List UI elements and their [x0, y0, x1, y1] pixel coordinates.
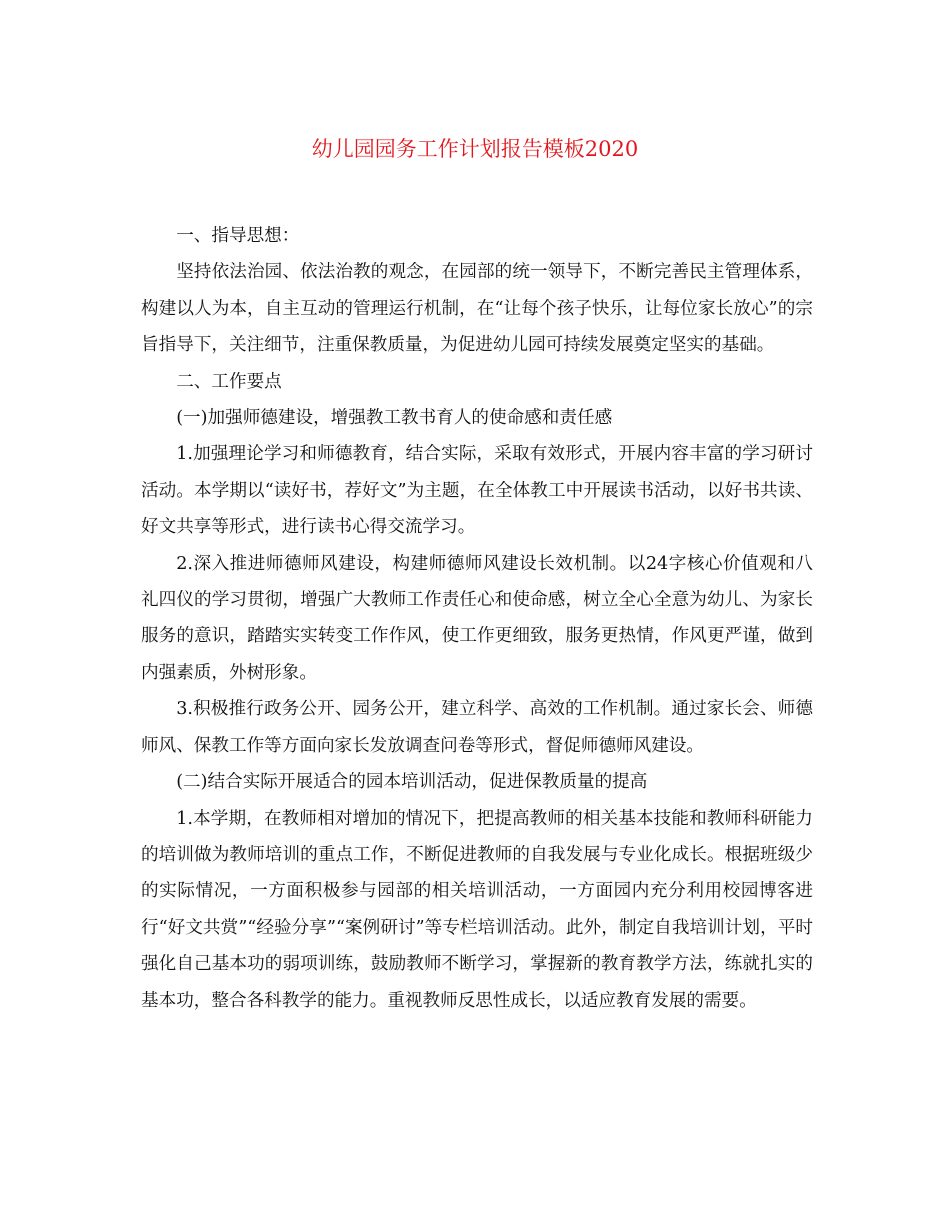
subheading-training: (二)结合实际开展适合的园本培训活动，促进保教质量的提高 — [176, 772, 648, 793]
heading-work-points: 二、工作要点 — [176, 371, 282, 392]
paragraph-item-1: 1.加强理论学习和师德教育，结合实际，采取有效形式，开展内容丰富的学习研讨活动。本学期以“读好书，荐好文”为主题，在全体教工中开展读书活动，以好书共读、好文共享等形式，进行读书心得交流学习。 — [141, 444, 813, 538]
subheading-ethics: (一)加强师德建设，增强教工教书育人的使命感和责任感 — [176, 408, 613, 429]
document-title: 幼儿园园务工作计划报告模板2020 — [311, 137, 639, 161]
document-body — [141, 218, 813, 1019]
paragraph-guiding-ideology: 坚持依法治园、依法治教的观念，在园部的统一领导下，不断完善民主管理体系，构建以人为本，自主互动的管理运行机制，在“让每个孩子快乐，让每位家长放心”的宗旨指导下，关注细节，注重保教质量，为促进幼儿园可持续发展奠定坚实的基础。 — [141, 262, 813, 356]
paragraph-training-item-1: 1.本学期，在教师相对增加的情况下，把提高教师的相关基本技能和教师科研能力的培训做为教师培训的重点工作，不断促进教师的自我发展与专业化成长。根据班级少的实际情况，一方面积极参与园部的相关培训活动，一方面园内充分利用校园博客进行“好文共赏”“经验分享”“案例研讨”等专栏培训活动。此外，制定自我培训计划，平时强化自己基本功的弱项训练，鼓励教师不断学习，掌握新的教育教学方法，练就扎实的基本功，整合各科教学的能力。重视教师反思性成长，以适应教育发展的需要。 — [141, 808, 813, 1011]
paragraph-item-3: 3.积极推行政务公开、园务公开，建立科学、高效的工作机制。通过家长会、师德师风、保教工作等方面向家长发放调查问卷等形式，督促师德师风建设。 — [141, 699, 813, 756]
heading-guiding-ideology: 一、指导思想： — [176, 226, 300, 246]
paragraph-item-2: 2.深入推进师德师风建设，构建师德师风建设长效机制。以24字核心价值观和八礼四仪的学习贯彻，增强广大教师工作责任心和使命感，树立全心全意为幼儿、为家长服务的意识，踏踏实实转变工作作风，使工作更细致，服务更热情，作风更严谨，做到内强素质，外树形象。 — [141, 553, 813, 683]
